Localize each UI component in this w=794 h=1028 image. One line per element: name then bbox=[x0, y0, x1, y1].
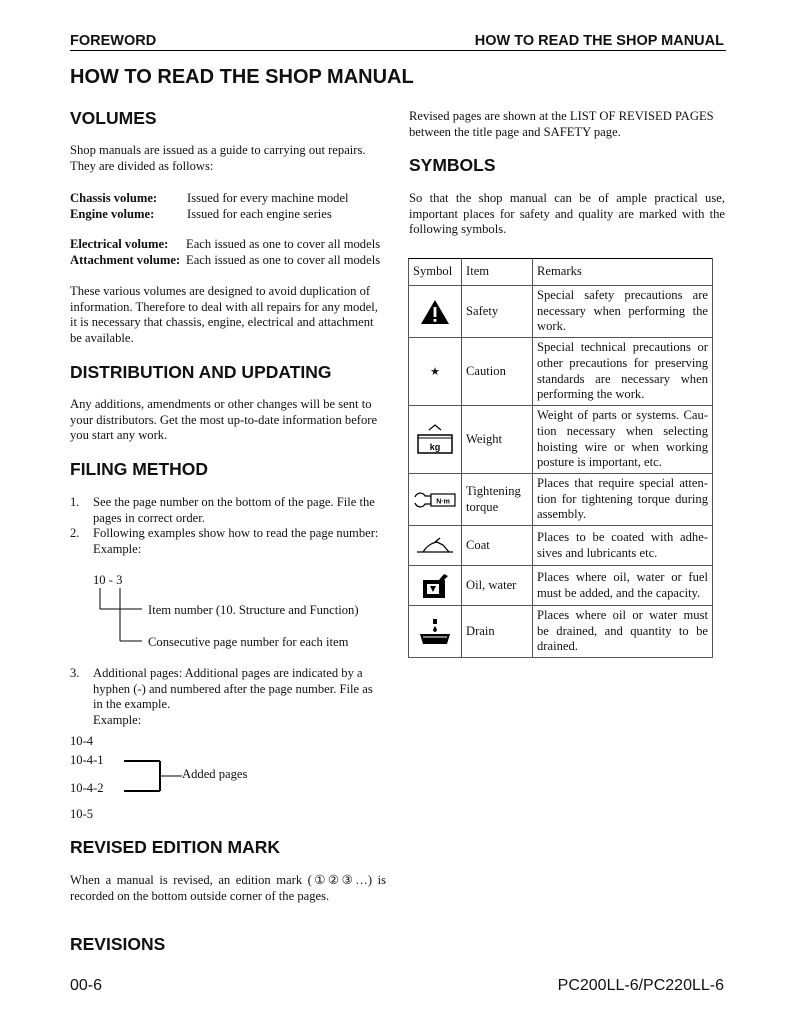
added-pages-bracket bbox=[118, 756, 184, 796]
volumes-paragraph: These various volumes are designed to avoid duplication of information. Therefore to deal with all repairs for any model, it is necessary that chassis, engine, electrical and attachment be available. bbox=[70, 284, 378, 345]
volume-list-bottom bbox=[70, 237, 390, 268]
revised-mark-heading: REVISED EDITION MARK bbox=[70, 837, 281, 857]
item-cell: Tightening torque bbox=[462, 474, 533, 526]
remarks-cell: Places where oil, water or fuel must be added, and the capacity. bbox=[533, 566, 713, 606]
example-page-10-4-1: 10-4-1 bbox=[70, 753, 104, 767]
item-cell: Oil, water bbox=[462, 566, 533, 606]
remarks-cell: Special safety precautions are necessary when performing the work. bbox=[533, 286, 713, 338]
example-page-10-5: 10-5 bbox=[70, 807, 94, 821]
distribution-paragraph: Any additions, amendments or other changes will be sent to your distributors. Get the most up-to-date information before you start any work. bbox=[70, 397, 378, 443]
table-row bbox=[409, 566, 713, 606]
remarks-cell: Places where oil or water must be drained, and quantity to be drained. bbox=[533, 606, 713, 658]
footer-page-number: 00-6 bbox=[70, 977, 103, 994]
coat-icon bbox=[415, 536, 455, 556]
nm-label: N·m bbox=[436, 498, 450, 505]
item-cell: Caution bbox=[462, 338, 533, 406]
revisions-paragraph: Revised pages are shown at the LIST OF REVISED PAGES between the title page and SAFETY page. bbox=[409, 109, 714, 139]
filing-heading: FILING METHOD bbox=[70, 459, 209, 479]
drain-icon bbox=[417, 618, 453, 646]
weight-kg-icon bbox=[415, 424, 455, 456]
header-chapter-title: HOW TO READ THE SHOP MANUAL bbox=[474, 33, 724, 49]
item-number-label: Item number (10. Structure and Function) bbox=[148, 603, 359, 617]
table-row bbox=[409, 474, 713, 526]
volume-item: Attachment volume: Each issued as one to cover all models bbox=[70, 252, 381, 267]
table-row bbox=[409, 286, 713, 338]
header-section-label: FOREWORD bbox=[70, 33, 157, 49]
table-row bbox=[409, 606, 713, 658]
revisions-heading: REVISIONS bbox=[70, 934, 166, 954]
added-pages-label: Added pages bbox=[182, 767, 248, 781]
volume-list-top bbox=[70, 191, 390, 222]
example-page-10-4: 10-4 bbox=[70, 734, 94, 748]
remarks-cell: Special technical precautions or other precautions for preserving standards are necessary when performing the work. bbox=[533, 338, 713, 406]
header-rule bbox=[70, 50, 726, 51]
remarks-cell: Places that require special atten- tion for tightening torque during assembly. bbox=[533, 474, 713, 526]
example-page-10-4-2: 10-4-2 bbox=[70, 781, 104, 795]
consecutive-page-label: Consecutive page number for each item bbox=[148, 635, 349, 649]
kg-label: kg bbox=[429, 441, 441, 452]
filing-step-3: 3. Additional pages: Additional pages are indicated by a hyphen (-) and numbered after the page number. File as in the example. Example: bbox=[70, 666, 373, 727]
item-cell: Drain bbox=[462, 606, 533, 658]
distribution-heading: DISTRIBUTION AND UPDATING bbox=[70, 362, 332, 382]
symbols-paragraph: So that the shop manual can be of ample practical use, important places for safety and quality are marked with the following symbols. bbox=[409, 191, 725, 237]
torque-wrench-icon bbox=[413, 489, 457, 511]
table-row bbox=[409, 338, 713, 406]
volumes-heading: VOLUMES bbox=[70, 108, 157, 128]
filing-step-2: 2. Following examples show how to read the page number: Example: bbox=[70, 526, 379, 556]
volumes-intro: Shop manuals are issued as a guide to carrying out repairs. They are divided as follows: bbox=[70, 143, 366, 173]
remarks-cell: Places to be coated with adhe- sives and lubricants etc. bbox=[533, 526, 713, 566]
filing-step-1: 1. See the page number on the bottom of the page. File the pages in correct order. bbox=[70, 495, 375, 525]
example-page-number: 10 - 3 bbox=[93, 573, 123, 587]
item-cell: Weight bbox=[462, 406, 533, 474]
item-cell: Safety bbox=[462, 286, 533, 338]
table-row bbox=[409, 406, 713, 474]
column-header-item: Item bbox=[462, 259, 533, 286]
revised-mark-paragraph: When a manual is revised, an edition mark (①②③…) is recorded on the bottom outside corner of the pages. bbox=[70, 873, 386, 903]
volume-item: Chassis volume: Issued for every machine model bbox=[70, 191, 349, 205]
column-header-remarks: Remarks bbox=[533, 259, 713, 286]
item-cell: Coat bbox=[462, 526, 533, 566]
page-title: HOW TO READ THE SHOP MANUAL bbox=[70, 66, 414, 88]
table-header-row bbox=[409, 259, 713, 286]
remarks-cell: Weight of parts or systems. Cau- tion necessary when selecting hoisting wire or when working posture is important, etc. bbox=[533, 406, 713, 474]
star-icon: ★ bbox=[430, 364, 440, 378]
oil-water-icon bbox=[420, 572, 450, 600]
symbols-heading: SYMBOLS bbox=[409, 155, 496, 175]
column-header-symbol: Symbol bbox=[409, 259, 462, 286]
volume-item: Engine volume: Issued for each engine series bbox=[70, 206, 332, 221]
warning-triangle-icon bbox=[420, 298, 450, 326]
table-row bbox=[409, 526, 713, 566]
symbols-table bbox=[408, 258, 713, 658]
footer-model: PC200LL-6/PC220LL-6 bbox=[557, 977, 724, 994]
volume-item: Electrical volume: Each issued as one to cover all models bbox=[70, 237, 381, 251]
